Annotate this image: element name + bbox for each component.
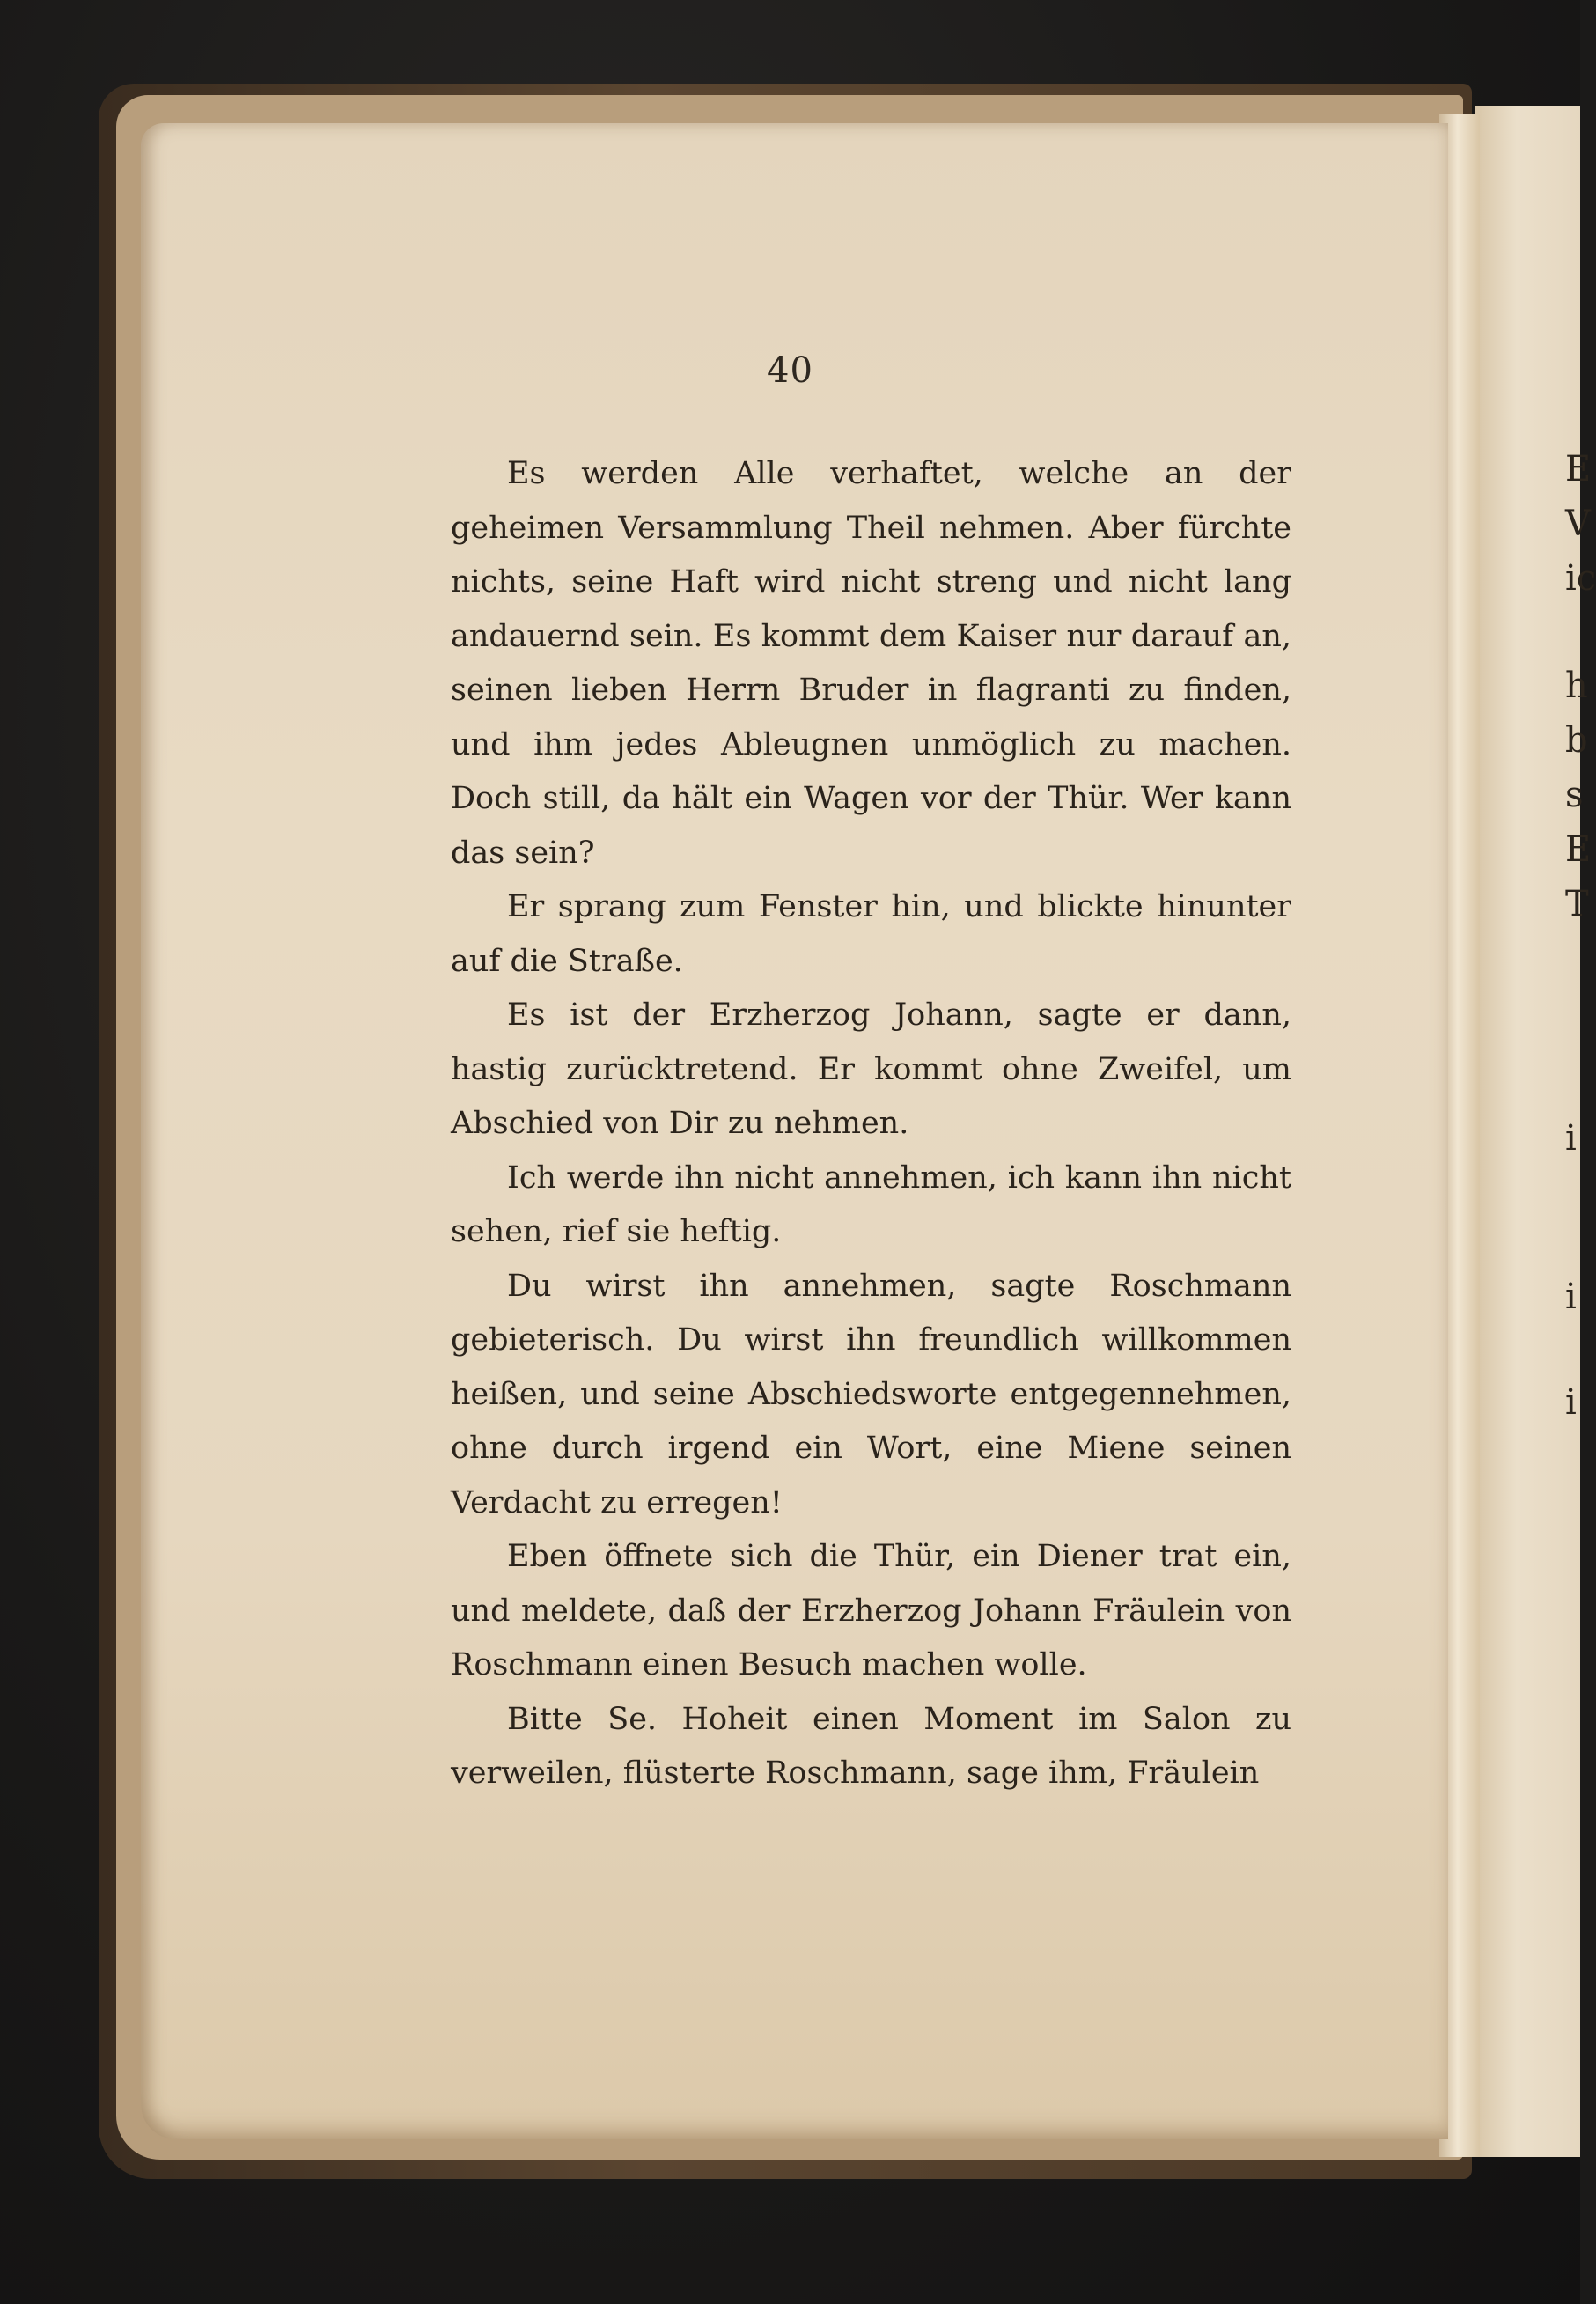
paragraph: Eben öffnete sich die Thür, ein Diener trat ein, und meldete, daß der Erzherzog Johann Fräulein von Roschmann einen Besuch machen wolle. [451, 1539, 1291, 1682]
paragraph: Es ist der Erzherzog Johann, sagte er dann, hastig zurücktretend. Er kommt ohne Zweifel, um Abschied von Dir zu nehmen. [451, 997, 1291, 1141]
facing-page-fragment: i [1565, 1118, 1577, 1159]
facing-page-fragment: b [1565, 720, 1588, 761]
facing-page-fragment: T [1565, 884, 1589, 924]
facing-page-fragment: s [1565, 775, 1584, 815]
facing-page-fragment: ic [1565, 558, 1596, 599]
facing-page-fragment: i [1565, 1277, 1577, 1317]
facing-page-fragment: V [1565, 504, 1591, 544]
paragraph: Du wirst ihn annehmen, sagte Roschmann gebieterisch. Du wirst ihn freundlich willkommen heißen, und seine Abschiedsworte entgegennehmen, ohne durch irgend ein Wort, eine Miene seinen Verdacht zu erregen! [451, 1268, 1291, 1520]
paragraph: Es werden Alle verhaftet, welche an der geheimen Versammlung Theil nehmen. Aber fürchte nichts, seine Haft wird nicht streng und nicht lang andauernd sein. Es kommt dem Kaiser nur darauf an, seinen lieben Herrn Bruder in flagranti zu finden, und ihm jedes Ableugnen unmöglich zu machen. Doch still, da hält ein Wagen vor der Thür. Wer kann das sein? [451, 456, 1291, 871]
facing-page-fragment: h [1565, 666, 1588, 706]
facing-page-fragment: E [1565, 829, 1592, 870]
paragraph: Er sprang zum Fenster hin, und blickte hinunter auf die Straße. [451, 889, 1291, 979]
facing-page-fragment: i [1565, 1382, 1577, 1423]
facing-page [1475, 106, 1580, 2157]
page-number: 40 [767, 350, 813, 391]
page-body [451, 447, 1291, 1801]
paragraph: Ich werde ihn nicht annehmen, ich kann ihn nicht sehen, rief sie heftig. [451, 1159, 1291, 1249]
paragraph: Bitte Se. Hoheit einen Moment im Salon zu verweilen, flüsterte Roschmann, sage ihm, Fräulein [451, 1701, 1291, 1791]
facing-page-fragment: E [1565, 449, 1592, 490]
